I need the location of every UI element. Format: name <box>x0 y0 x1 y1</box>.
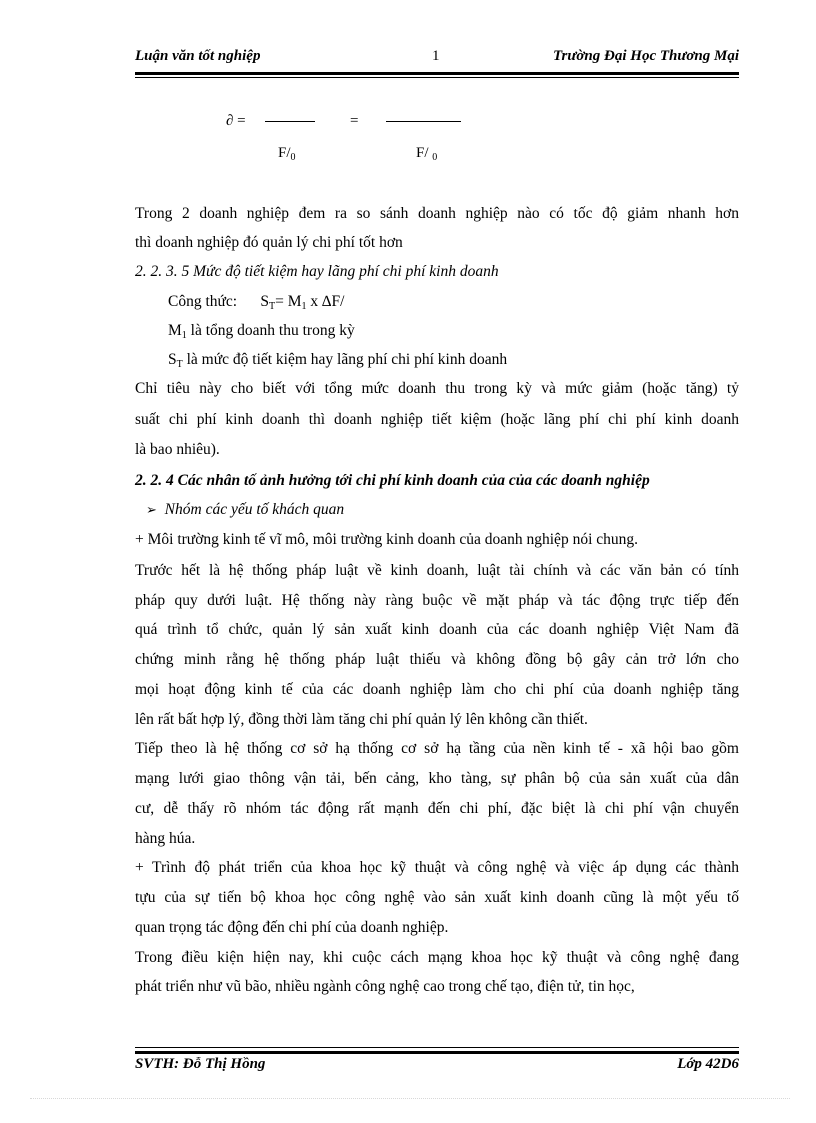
page-footer <box>135 1056 739 1078</box>
paragraph-line: tựu của sự tiến bộ khoa học công nghệ vào sản xuất kinh doanh cũng là một yếu tố <box>135 889 739 906</box>
paragraph-line: suất chi phí kinh doanh thì doanh nghiệp tiết kiệm (hoặc lãng phí chi phí kinh doanh <box>135 411 739 428</box>
header-university: Trường Đại Học Thương Mại <box>552 48 739 64</box>
paragraph-line: Chỉ tiêu này cho biết với tổng mức doanh thu trong kỳ và mức giảm (hoặc tăng) tỷ <box>135 380 739 397</box>
paragraph-line: hàng húa. <box>135 830 196 847</box>
footer-author: SVTH: Đỗ Thị Hồng <box>135 1056 266 1072</box>
fraction-bar-1 <box>265 121 315 122</box>
paragraph-line: thì doanh nghiệp đó quản lý chi phí tốt hơn <box>135 234 403 251</box>
fraction-bar-2 <box>386 121 461 122</box>
paragraph-line: cư, dễ thấy rõ nhóm tác động rất mạnh đến chi phí, đặc biệt là chi phí vận chuyển <box>135 800 739 817</box>
paragraph-line: + Trình độ phát triển của khoa học kỹ thuật và công nghệ và việc áp dụng các thành <box>135 859 739 876</box>
definition-m1: $M_1$ là tổng doanh thu trong kỳ <box>168 322 355 341</box>
header-rule-thick <box>135 72 739 75</box>
paragraph-line: + Môi trường kinh tế vĩ mô, môi trường kinh doanh của doanh nghiệp nói chung. <box>135 531 639 548</box>
paragraph-line: Tiếp theo là hệ thống cơ sở hạ thống cơ sở hạ tầng của nền kinh tế - xã hội bao gồm <box>135 740 739 757</box>
definition-st: $S_T$ là mức độ tiết kiệm hay lãng phí chi phí kinh doanh <box>168 351 508 370</box>
page-header <box>135 48 739 70</box>
page-number: 1 <box>432 48 440 64</box>
bullet-item: ➢ Nhóm các yếu tố khách quan <box>146 501 345 518</box>
footer-rule-thin <box>135 1047 739 1048</box>
section-heading-224: 2. 2. 4 Các nhân tố ảnh hưởng tới chi phí kinh doanh của của các doanh nghiệp <box>135 472 650 489</box>
paragraph-line: Trong 2 doanh nghiệp đem ra so sánh doanh nghiệp nào có tốc độ giảm nhanh hơn <box>135 205 739 222</box>
header-rule-thin <box>135 77 739 78</box>
header-thesis-label: Luận văn tốt nghiệp <box>135 48 261 64</box>
formula-line: Công thức: $S_T= M_1$ x ∆F/ <box>168 293 345 312</box>
paragraph-line: Trước hết là hệ thống pháp luật về kinh doanh, luật tài chính và các văn bản có tính <box>135 562 739 579</box>
paragraph-line: quá trình tổ chức, quản lý sản xuất kinh doanh của các doanh nghiệp Việt Nam đã <box>135 621 739 638</box>
fraction-denominator-2: F/ $_0$ <box>416 145 438 163</box>
paragraph-line: chứng minh rằng hệ thống pháp luật thiếu và không đồng bộ gây cản trở lớn cho <box>135 651 739 668</box>
paragraph-line: mạng lưới giao thông vận tải, bến cảng, kho tàng, sự phân bộ của sản xuất của dân <box>135 770 739 787</box>
footer-rule-thick <box>135 1051 739 1054</box>
arrow-bullet-icon: ➢ <box>146 503 157 518</box>
paragraph-line: Trong điều kiện hiện nay, khi cuộc cách mạng khoa học kỹ thuật và công nghệ đang <box>135 949 739 966</box>
paragraph-line: pháp quy dưới luật. Hệ thống này ràng buộc về mặt pháp và tác động trực tiếp đến <box>135 592 739 609</box>
page-edge-divider <box>30 1098 790 1099</box>
paragraph-line: quan trọng tác động đến chi phí của doanh nghiệp. <box>135 919 449 936</box>
paragraph-line: lên rất bất hợp lý, đồng thời làm tăng chi phí quản lý lên không cần thiết. <box>135 711 588 728</box>
formula-equals: = <box>350 113 359 129</box>
formula-symbol: ∂ = <box>226 113 246 129</box>
fraction-denominator-1: $F/_0$ <box>278 145 296 163</box>
section-heading-2235: 2. 2. 3. 5 Mức độ tiết kiệm hay lãng phí chi phí kinh doanh <box>135 263 499 280</box>
paragraph-line: là bao nhiêu). <box>135 441 220 458</box>
paragraph-line: mọi hoạt động kinh tế của các doanh nghiệp làm cho chi phí của doanh nghiệp tăng <box>135 681 739 698</box>
footer-class: Lớp 42D6 <box>677 1056 739 1072</box>
paragraph-line: phát triển như vũ bão, nhiều ngành công nghệ cao trong chế tạo, điện tử, tin học, <box>135 978 635 995</box>
